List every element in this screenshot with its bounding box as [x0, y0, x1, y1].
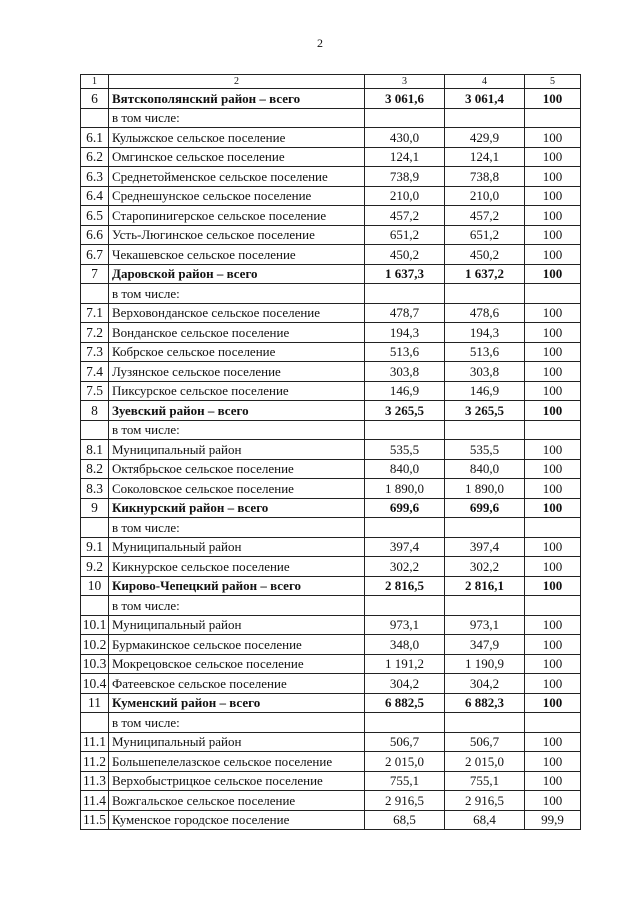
row-number-cell: 6.4 [81, 186, 109, 206]
row-number-cell: 7.3 [81, 342, 109, 362]
percent-cell: 99,9 [525, 810, 581, 830]
value-col3-cell: 513,6 [365, 342, 445, 362]
row-name-cell: Вонданское сельское поселение [109, 323, 365, 343]
row-number-cell [81, 108, 109, 128]
row-name-cell: Кобрское сельское поселение [109, 342, 365, 362]
row-number-cell: 11 [81, 693, 109, 713]
row-number-cell [81, 713, 109, 733]
value-col4-cell: 1 890,0 [445, 479, 525, 499]
row-number-cell [81, 518, 109, 538]
value-col3-cell: 2 916,5 [365, 791, 445, 811]
table-row-district-total [81, 576, 581, 596]
row-number-cell: 7.5 [81, 381, 109, 401]
percent-cell: 100 [525, 635, 581, 655]
row-name-cell: Кикнурский район – всего [109, 498, 365, 518]
value-col4-cell: 450,2 [445, 245, 525, 265]
value-col3-cell: 68,5 [365, 810, 445, 830]
row-number-cell: 8.3 [81, 479, 109, 499]
value-col4-cell [445, 596, 525, 616]
row-name-cell: Муниципальный район [109, 440, 365, 460]
page-number: 2 [317, 36, 323, 50]
table-row-district-total [81, 264, 581, 284]
value-col4-cell: 738,8 [445, 167, 525, 187]
row-number-cell [81, 284, 109, 304]
value-col4-cell: 304,2 [445, 674, 525, 694]
value-col3-cell: 397,4 [365, 537, 445, 557]
table-row [81, 615, 581, 635]
value-col4-cell: 347,9 [445, 635, 525, 655]
row-name-cell: в том числе: [109, 596, 365, 616]
header-cell: 3 [365, 75, 445, 89]
row-name-cell: Октябрьское сельское поселение [109, 459, 365, 479]
value-col4-cell: 699,6 [445, 498, 525, 518]
value-col3-cell [365, 420, 445, 440]
table-row [81, 440, 581, 460]
percent-cell: 100 [525, 654, 581, 674]
value-col3-cell [365, 596, 445, 616]
percent-cell: 100 [525, 791, 581, 811]
row-name-cell: Муниципальный район [109, 732, 365, 752]
percent-cell: 100 [525, 186, 581, 206]
table-row-subheading [81, 420, 581, 440]
row-number-cell: 11.3 [81, 771, 109, 791]
table-row [81, 674, 581, 694]
row-number-cell: 6.2 [81, 147, 109, 167]
value-col4-cell [445, 713, 525, 733]
percent-cell: 100 [525, 342, 581, 362]
value-col4-cell: 535,5 [445, 440, 525, 460]
table-body [81, 89, 581, 830]
percent-cell: 100 [525, 557, 581, 577]
value-col4-cell [445, 108, 525, 128]
row-name-cell: в том числе: [109, 284, 365, 304]
table-row [81, 732, 581, 752]
value-col3-cell: 506,7 [365, 732, 445, 752]
row-name-cell: Муниципальный район [109, 537, 365, 557]
value-col4-cell [445, 284, 525, 304]
row-name-cell: Большепелелазское сельское поселение [109, 752, 365, 772]
percent-cell: 100 [525, 147, 581, 167]
table-row [81, 362, 581, 382]
value-col3-cell: 1 637,3 [365, 264, 445, 284]
percent-cell: 100 [525, 576, 581, 596]
table-row [81, 771, 581, 791]
value-col4-cell: 3 061,4 [445, 89, 525, 109]
value-col3-cell [365, 284, 445, 304]
percent-cell [525, 108, 581, 128]
value-col4-cell [445, 518, 525, 538]
table-row [81, 654, 581, 674]
value-col3-cell: 430,0 [365, 128, 445, 148]
row-name-cell: Соколовское сельское поселение [109, 479, 365, 499]
table-row [81, 303, 581, 323]
value-col4-cell: 302,2 [445, 557, 525, 577]
row-number-cell: 11.2 [81, 752, 109, 772]
value-col3-cell: 303,8 [365, 362, 445, 382]
value-col3-cell: 302,2 [365, 557, 445, 577]
row-name-cell: Куменское городское поселение [109, 810, 365, 830]
row-number-cell: 8 [81, 401, 109, 421]
table-row [81, 752, 581, 772]
percent-cell: 100 [525, 498, 581, 518]
row-number-cell: 9.1 [81, 537, 109, 557]
percent-cell: 100 [525, 479, 581, 499]
value-col3-cell: 210,0 [365, 186, 445, 206]
value-col3-cell: 1 191,2 [365, 654, 445, 674]
table-row [81, 557, 581, 577]
table-row [81, 381, 581, 401]
value-col4-cell: 457,2 [445, 206, 525, 226]
row-number-cell: 6.5 [81, 206, 109, 226]
value-col3-cell: 194,3 [365, 323, 445, 343]
value-col3-cell [365, 108, 445, 128]
header-cell: 5 [525, 75, 581, 89]
percent-cell: 100 [525, 537, 581, 557]
value-col4-cell: 210,0 [445, 186, 525, 206]
percent-cell: 100 [525, 167, 581, 187]
row-name-cell: Вятскополянский район – всего [109, 89, 365, 109]
value-col4-cell: 124,1 [445, 147, 525, 167]
row-name-cell: Зуевский район – всего [109, 401, 365, 421]
percent-cell: 100 [525, 303, 581, 323]
row-name-cell: Усть-Люгинское сельское поселение [109, 225, 365, 245]
table-row [81, 147, 581, 167]
row-name-cell: Среднетойменское сельское поселение [109, 167, 365, 187]
value-col4-cell: 513,6 [445, 342, 525, 362]
value-col4-cell: 506,7 [445, 732, 525, 752]
value-col3-cell: 738,9 [365, 167, 445, 187]
table-row [81, 225, 581, 245]
table-row [81, 323, 581, 343]
table-row [81, 479, 581, 499]
percent-cell: 100 [525, 459, 581, 479]
table-row [81, 186, 581, 206]
row-number-cell: 7.4 [81, 362, 109, 382]
row-name-cell: Старопинигерское сельское поселение [109, 206, 365, 226]
row-number-cell: 8.2 [81, 459, 109, 479]
table-row-subheading [81, 518, 581, 538]
percent-cell: 100 [525, 323, 581, 343]
row-name-cell: Кикнурское сельское поселение [109, 557, 365, 577]
percent-cell [525, 420, 581, 440]
percent-cell [525, 518, 581, 538]
row-name-cell: Фатеевское сельское поселение [109, 674, 365, 694]
row-name-cell: Бурмакинское сельское поселение [109, 635, 365, 655]
row-name-cell: Пиксурское сельское поселение [109, 381, 365, 401]
value-col4-cell: 194,3 [445, 323, 525, 343]
table-row [81, 791, 581, 811]
row-number-cell: 6.1 [81, 128, 109, 148]
value-col4-cell: 2 916,5 [445, 791, 525, 811]
percent-cell: 100 [525, 674, 581, 694]
value-col3-cell: 3 061,6 [365, 89, 445, 109]
row-name-cell: Даровской район – всего [109, 264, 365, 284]
percent-cell: 100 [525, 89, 581, 109]
table-row [81, 635, 581, 655]
row-number-cell [81, 596, 109, 616]
row-number-cell: 6.3 [81, 167, 109, 187]
percent-cell: 100 [525, 381, 581, 401]
budget-table [80, 74, 581, 830]
table-row [81, 459, 581, 479]
header-cell: 2 [109, 75, 365, 89]
value-col3-cell: 840,0 [365, 459, 445, 479]
row-number-cell: 11.1 [81, 732, 109, 752]
table-row [81, 810, 581, 830]
value-col4-cell: 1 190,9 [445, 654, 525, 674]
row-name-cell: в том числе: [109, 108, 365, 128]
value-col4-cell: 3 265,5 [445, 401, 525, 421]
row-name-cell: в том числе: [109, 713, 365, 733]
value-col3-cell: 348,0 [365, 635, 445, 655]
value-col4-cell: 651,2 [445, 225, 525, 245]
value-col3-cell: 699,6 [365, 498, 445, 518]
value-col4-cell: 840,0 [445, 459, 525, 479]
value-col3-cell: 2 816,5 [365, 576, 445, 596]
percent-cell: 100 [525, 615, 581, 635]
row-name-cell: Среднешунское сельское поселение [109, 186, 365, 206]
table-row-district-total [81, 401, 581, 421]
value-col3-cell: 457,2 [365, 206, 445, 226]
row-number-cell: 6.7 [81, 245, 109, 265]
row-number-cell: 10.3 [81, 654, 109, 674]
table-row-subheading [81, 713, 581, 733]
percent-cell: 100 [525, 752, 581, 772]
table-row-subheading [81, 596, 581, 616]
row-number-cell: 7 [81, 264, 109, 284]
value-col4-cell: 397,4 [445, 537, 525, 557]
table-row [81, 537, 581, 557]
percent-cell: 100 [525, 732, 581, 752]
value-col3-cell: 6 882,5 [365, 693, 445, 713]
percent-cell [525, 713, 581, 733]
table-row [81, 206, 581, 226]
row-name-cell: Верховонданское сельское поселение [109, 303, 365, 323]
value-col3-cell: 1 890,0 [365, 479, 445, 499]
value-col3-cell [365, 518, 445, 538]
row-number-cell: 10.1 [81, 615, 109, 635]
value-col4-cell: 68,4 [445, 810, 525, 830]
percent-cell: 100 [525, 128, 581, 148]
value-col4-cell: 146,9 [445, 381, 525, 401]
row-name-cell: Муниципальный район [109, 615, 365, 635]
row-name-cell: Кулыжское сельское поселение [109, 128, 365, 148]
row-number-cell: 6.6 [81, 225, 109, 245]
percent-cell: 100 [525, 440, 581, 460]
value-col4-cell: 2 015,0 [445, 752, 525, 772]
table-row-district-total [81, 693, 581, 713]
row-number-cell: 10 [81, 576, 109, 596]
percent-cell: 100 [525, 206, 581, 226]
table-row-subheading [81, 284, 581, 304]
value-col3-cell: 651,2 [365, 225, 445, 245]
row-name-cell: Вожгальское сельское поселение [109, 791, 365, 811]
value-col4-cell: 2 816,1 [445, 576, 525, 596]
row-number-cell: 10.4 [81, 674, 109, 694]
value-col3-cell: 124,1 [365, 147, 445, 167]
percent-cell [525, 284, 581, 304]
percent-cell [525, 596, 581, 616]
table-row-district-total [81, 498, 581, 518]
table-header-row [81, 75, 581, 89]
row-number-cell: 7.2 [81, 323, 109, 343]
row-name-cell: Куменский район – всего [109, 693, 365, 713]
percent-cell: 100 [525, 693, 581, 713]
value-col3-cell: 478,7 [365, 303, 445, 323]
value-col4-cell: 6 882,3 [445, 693, 525, 713]
row-name-cell: Чекашевское сельское поселение [109, 245, 365, 265]
value-col4-cell: 429,9 [445, 128, 525, 148]
percent-cell: 100 [525, 771, 581, 791]
value-col4-cell: 973,1 [445, 615, 525, 635]
row-number-cell [81, 420, 109, 440]
value-col4-cell: 478,6 [445, 303, 525, 323]
row-name-cell: Мокрецовское сельское поселение [109, 654, 365, 674]
value-col3-cell: 450,2 [365, 245, 445, 265]
row-number-cell: 9 [81, 498, 109, 518]
header-cell: 4 [445, 75, 525, 89]
value-col4-cell: 303,8 [445, 362, 525, 382]
table-row-district-total [81, 89, 581, 109]
row-number-cell: 10.2 [81, 635, 109, 655]
table-row [81, 342, 581, 362]
value-col4-cell: 1 637,2 [445, 264, 525, 284]
row-number-cell: 11.5 [81, 810, 109, 830]
row-number-cell: 6 [81, 89, 109, 109]
value-col3-cell: 973,1 [365, 615, 445, 635]
row-name-cell: Верхобыстрицкое сельское поселение [109, 771, 365, 791]
value-col4-cell [445, 420, 525, 440]
value-col3-cell: 2 015,0 [365, 752, 445, 772]
percent-cell: 100 [525, 264, 581, 284]
value-col3-cell: 755,1 [365, 771, 445, 791]
row-name-cell: Кирово-Чепецкий район – всего [109, 576, 365, 596]
row-name-cell: в том числе: [109, 518, 365, 538]
percent-cell: 100 [525, 362, 581, 382]
row-name-cell: Лузянское сельское поселение [109, 362, 365, 382]
value-col3-cell [365, 713, 445, 733]
table-row [81, 245, 581, 265]
percent-cell: 100 [525, 245, 581, 265]
table-row-subheading [81, 108, 581, 128]
value-col3-cell: 535,5 [365, 440, 445, 460]
header-cell: 1 [81, 75, 109, 89]
row-number-cell: 11.4 [81, 791, 109, 811]
value-col3-cell: 304,2 [365, 674, 445, 694]
row-number-cell: 8.1 [81, 440, 109, 460]
value-col4-cell: 755,1 [445, 771, 525, 791]
table-row [81, 167, 581, 187]
value-col3-cell: 146,9 [365, 381, 445, 401]
row-name-cell: Омгинское сельское поселение [109, 147, 365, 167]
row-name-cell: в том числе: [109, 420, 365, 440]
row-number-cell: 9.2 [81, 557, 109, 577]
percent-cell: 100 [525, 401, 581, 421]
percent-cell: 100 [525, 225, 581, 245]
row-number-cell: 7.1 [81, 303, 109, 323]
table-row [81, 128, 581, 148]
value-col3-cell: 3 265,5 [365, 401, 445, 421]
